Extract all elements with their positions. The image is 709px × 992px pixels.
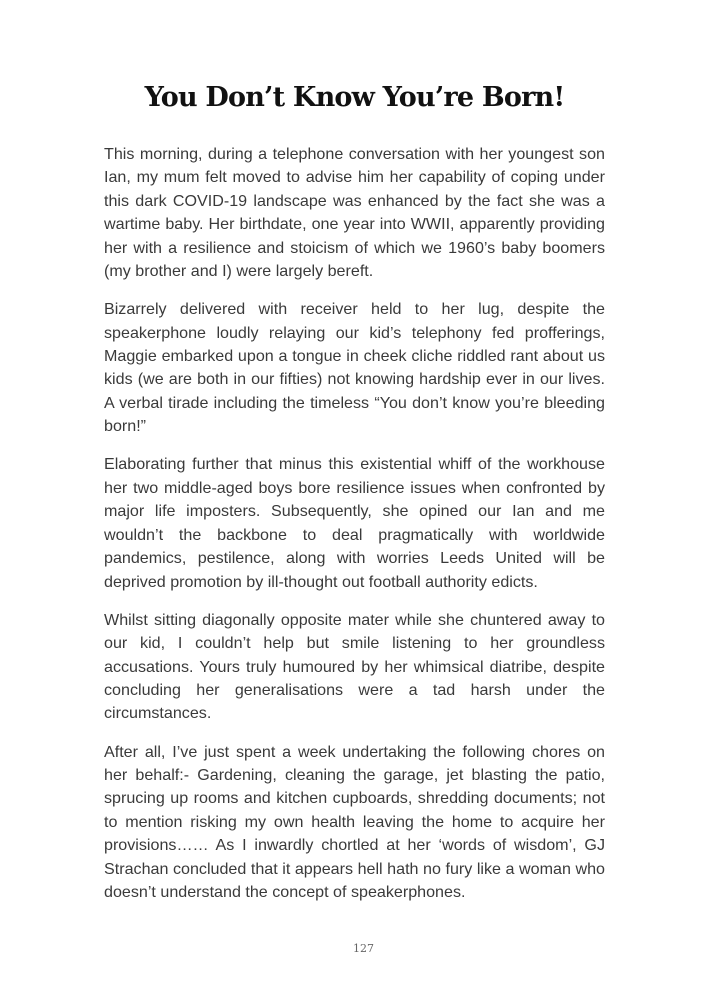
paragraph-2: Bizarrely delivered with receiver held to her lug, despite the speakerphone loudly relaying our kid’s telephony fed profferings, Maggie embarked upon a tongue in cheek cliche riddled rant about us kids (we are both in our fifties) not knowing hardship ever in our lives. A verbal tirade including the timeless “You don’t know you’re bleeding born!” <box>104 300 605 436</box>
paragraph-4: Whilst sitting diagonally opposite mater while she chuntered away to our kid, I couldn’t help but smile listening to her groundless accusations. Yours truly humoured by her whimsical diatribe, despite concluding her generalisations were a tad harsh under the circumstances. <box>104 610 605 723</box>
paragraph-3: Elaborating further that minus this existential whiff of the workhouse her two middle-aged boys bore resilience issues when confronted by major life imposters. Subsequently, she opined our Ian and me wouldn’t the backbone to deal pragmatically with worldwide pandemics, pestilence, along with worries Leeds United will be deprived promotion by ill-thought out football authority edicts. <box>104 455 605 591</box>
page-number: 127 <box>353 942 374 955</box>
body-text <box>104 143 605 919</box>
paragraph-1: This morning, during a telephone conversation with her youngest son Ian, my mum felt moved to advise him her capability of coping under this dark COVID-19 landscape was enhanced by the fact she was a wartime baby. Her birthdate, one year into WWII, apparently providing her with a resilience and stoicism of which we 1960’s baby boomers (my brother and I) were largely bereft. <box>104 145 605 281</box>
chapter-title: You Don’t Know You’re Born! <box>144 82 565 113</box>
paragraph-5: After all, I’ve just spent a week undertaking the following chores on her behalf:- Gardening, cleaning the garage, jet blasting the patio, sprucing up rooms and kitchen cupboards, shredding documents; not to mention risking my own health leaving the home to acquire her provisions…… As I inwardly chortled at her ‘words of wisdom’, GJ Strachan concluded that it appears hell hath no fury like a woman who doesn’t understand the concept of speakerphones. <box>104 742 605 901</box>
